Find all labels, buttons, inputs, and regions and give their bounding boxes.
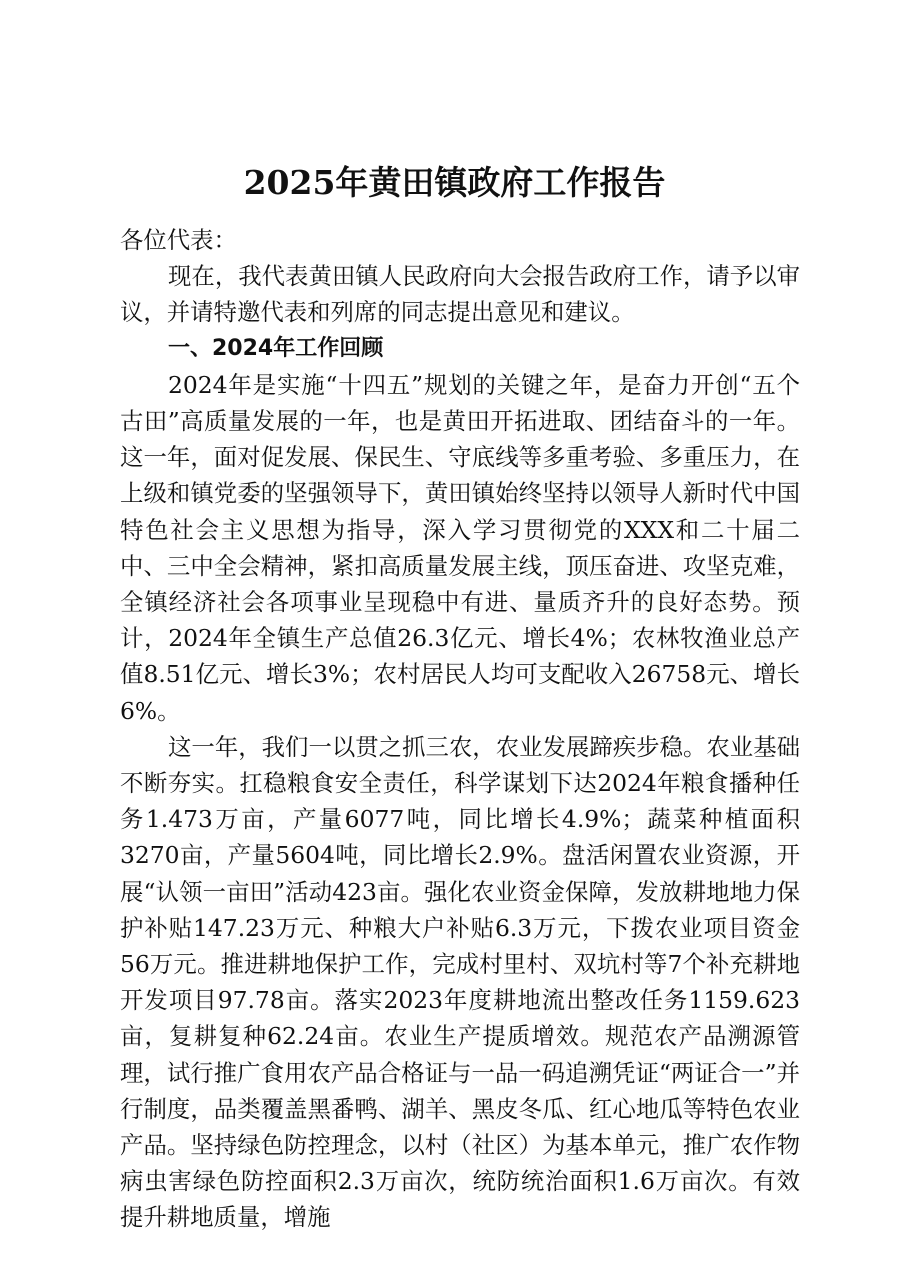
body-paragraph-2: 这一年，我们一以贯之抓三农，农业发展蹄疾步稳。农业基础不断夯实。扛稳粮食安全责任，科学谋划下达2024年粮食播种任务1.473万亩，产量6077吨，同比增长4.9%；蔬菜种植面积3270亩，产量5604吨，同比增长2.9%。盘活闲置农业资源，开展“认领一亩田”活动423亩。强化农业资金保障，发放耕地地力保护补贴147.23万元、种粮大户补贴6.3万元，下拨农业项目资金56万元。推进耕地保护工作，完成村里村、双坑村等7个补充耕地开发项目97.78亩。落实2023年度耕地流出整改任务1159.623亩，复耕复种62.24亩。农业生产提质增效。规范农产品溯源管理，试行推广食用农产品合格证与一品一码追溯凭证“两证合一”并行制度，品类覆盖黑番鸭、湖羊、黑皮冬瓜、红心地瓜等特色农业产品。坚持绿色防控理念，以村（社区）为基本单元，推广农作物病虫害绿色防控面积2.3万亩次，统防统治面积1.6万亩次。有效提升耕地质量，增施 [120,732,800,1232]
section-heading: 一、2024年工作回顾 [168,335,384,361]
salutation: 各位代表： [120,226,237,254]
intro-paragraph: 现在，我代表黄田镇人民政府向大会报告政府工作，请予以审议，并请特邀代表和列席的同志提出意见和建议。 [120,262,800,327]
document-title: 2025年黄田镇政府工作报告 [243,163,666,202]
body-paragraph-1: 2024年是实施“十四五”规划的关键之年，是奋力开创“五个古田”高质量发展的一年，也是黄田开拓进取、团结奋斗的一年。这一年，面对促发展、保民生、守底线等多重考验、多重压力，在上级和镇党委的坚强领导下，黄田镇始终坚持以领导人新时代中国特色社会主义思想为指导，深入学习贯彻党的XXX和二十届二中、三中全会精神，紧扣高质量发展主线，顶压奋进、攻坚克难，全镇经济社会各项事业呈现稳中有进、量质齐升的良好态势。预计，2024年全镇生产总值26.3亿元、增长4%；农林牧渔业总产值8.51亿元、增长3%；农村居民人均可支配收入26758元、增长6%。 [120,370,800,725]
document-body [120,222,800,1236]
